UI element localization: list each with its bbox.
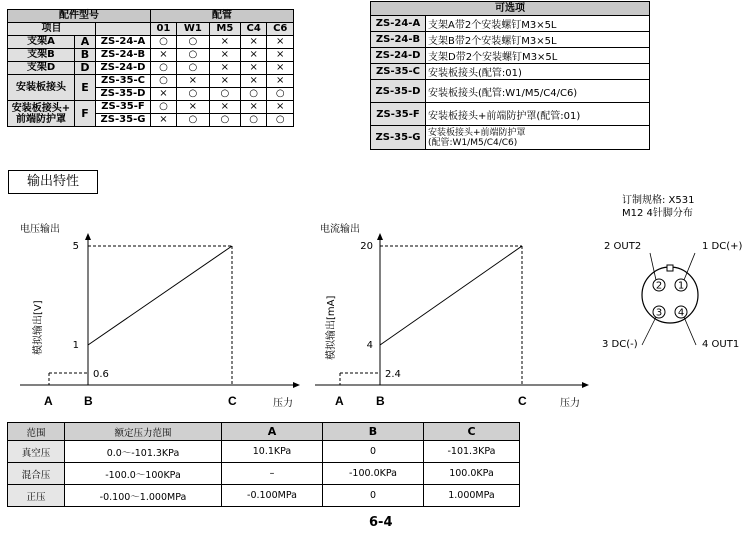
parts-table <box>7 9 294 127</box>
table-row: 正压 -0.100～1.000MPa -0.100MPa 0 1.000MPa <box>8 485 520 507</box>
table-row: ZS-35-F 安装板接头+前端防护罩(配管:01) <box>371 103 650 126</box>
table-row: ZS-35-D × ○ ○ ○ ○ <box>8 88 294 101</box>
current-tick-24: 2.4 <box>385 369 401 380</box>
col-pipe-c6: C6 <box>267 23 294 36</box>
connector-key <box>667 265 673 271</box>
current-chart <box>300 215 600 415</box>
pin-4-label: 4 OUT1 <box>702 339 740 350</box>
table-row: 支架A A ZS-24-A ○ ○ × × × <box>8 36 294 49</box>
voltage-marker-b: B <box>84 394 93 408</box>
pin-4-leader <box>684 317 696 345</box>
table-row: ZS-35-D 安装板接头(配管:W1/M5/C4/C6) <box>371 80 650 103</box>
table-row: ZS-35-G × ○ ○ ○ ○ <box>8 114 294 127</box>
col-c: C <box>424 423 520 441</box>
connector-diagram <box>590 230 750 360</box>
col-model-empty <box>96 23 151 36</box>
table-row: 安装板接头+ 前端防护罩 F ZS-35-F ○ × × × × <box>8 101 294 114</box>
current-tick-20: 20 <box>360 241 373 252</box>
group-f-name-line2: 前端防护罩 <box>16 113 66 125</box>
voltage-tick-06: 0.6 <box>93 369 109 380</box>
voltage-series-line <box>88 246 232 345</box>
pin-2-label: 2 OUT2 <box>604 241 642 252</box>
col-pipe-w1: W1 <box>176 23 209 36</box>
header-model: 配件型号 <box>8 10 151 23</box>
voltage-marker-a: A <box>44 394 53 408</box>
current-marker-a: A <box>335 394 344 408</box>
voltage-marker-c: C <box>228 394 237 408</box>
table-row: ZS-35-C 安装板接头(配管:01) <box>371 64 650 80</box>
range-table <box>7 422 520 507</box>
group-f-name-line1: 安装板接头+ <box>11 102 71 114</box>
current-x-arrow <box>582 382 589 388</box>
section-title: 输出特性 <box>8 170 98 194</box>
voltage-chart <box>0 215 310 415</box>
table-row: ZS-24-A 支架A带2个安装螺钉M3×5L <box>371 16 650 32</box>
current-marker-c: C <box>518 394 527 408</box>
voltage-x-arrow <box>293 382 300 388</box>
voltage-xlabel: 压力 <box>273 398 293 409</box>
order-spec-line1: 订制规格: X531 <box>622 195 695 206</box>
current-tick-4: 4 <box>366 340 373 351</box>
pin-4-num: 4 <box>677 307 685 319</box>
voltage-ylabel: 模拟输出[V] <box>33 300 44 355</box>
table-row: 支架D D ZS-24-D ○ ○ × × × <box>8 62 294 75</box>
col-a: A <box>222 423 323 441</box>
pin-3-num: 3 <box>655 307 663 319</box>
order-spec-line2: M12 4针脚分布 <box>622 208 693 219</box>
table-row: ZS-24-B 支架B带2个安装螺钉M3×5L <box>371 32 650 48</box>
pin-3-label: 3 DC(-) <box>602 339 638 350</box>
voltage-tick-1: 1 <box>72 340 79 351</box>
connector-outline <box>642 267 698 323</box>
page-number: 6-4 <box>369 515 393 530</box>
voltage-y-arrow <box>85 233 91 240</box>
col-range: 范围 <box>8 423 65 441</box>
order-spec <box>622 194 695 220</box>
col-pipe-c4: C4 <box>240 23 267 36</box>
voltage-tick-5: 5 <box>72 241 79 252</box>
table-row: ZS-24-D 支架D带2个安装螺钉M3×5L <box>371 48 650 64</box>
col-rated-range: 额定压力范围 <box>65 423 222 441</box>
pin-3-leader <box>642 317 656 345</box>
current-chart-title: 电流输出 <box>320 224 360 235</box>
table-row: ZS-35-G 安装板接头+前端防护罩 (配管:W1/M5/C4/C6) <box>371 126 650 150</box>
table-row: 支架B B ZS-24-B × ○ × × × <box>8 49 294 62</box>
current-marker-b: B <box>376 394 385 408</box>
current-series-line <box>380 246 522 345</box>
current-ylabel: 模拟输出[mA] <box>326 295 337 360</box>
voltage-chart-title: 电压输出 <box>20 224 60 235</box>
col-pipe-m5: M5 <box>209 23 240 36</box>
table-row: 安装板接头 E ZS-35-C ○ × × × × <box>8 75 294 88</box>
options-table <box>370 1 650 150</box>
pin-1-label: 1 DC(+) <box>702 241 743 252</box>
options-header: 可选项 <box>371 2 650 16</box>
table-row: 混合压 -100.0～100KPa – -100.0KPa 100.0KPa <box>8 463 520 485</box>
col-item: 项目 <box>8 23 96 36</box>
header-pipe: 配管 <box>151 10 294 23</box>
pin-2-num: 2 <box>655 280 663 292</box>
table-row: 真空压 0.0～-101.3KPa 10.1KPa 0 -101.3KPa <box>8 441 520 463</box>
pin-1-num: 1 <box>677 280 685 292</box>
col-pipe-01: 01 <box>151 23 177 36</box>
current-xlabel: 压力 <box>560 398 580 409</box>
col-b: B <box>323 423 424 441</box>
current-y-arrow <box>377 233 383 240</box>
